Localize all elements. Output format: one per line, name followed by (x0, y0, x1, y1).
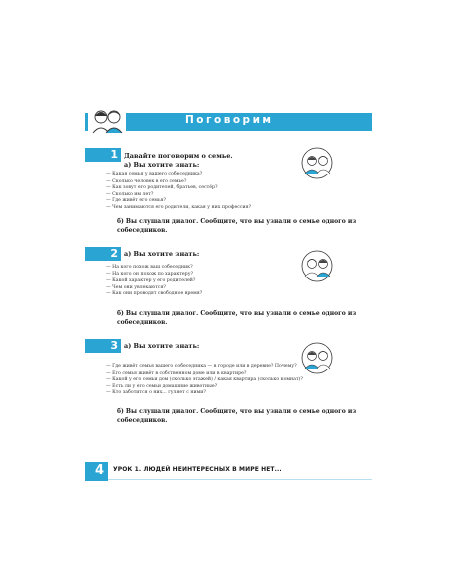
footer-divider (108, 479, 372, 480)
list-item: — Сколько им лет? (106, 191, 154, 197)
dialog-avatars-icon (300, 342, 334, 374)
exercise-2-part-b: б) Вы слушали диалог. Сообщите, что вы узнали о семье одного из собеседников. (117, 310, 357, 326)
section-banner (85, 113, 372, 131)
list-item: — Сколько человек в его семье? (106, 178, 187, 184)
exercise-3-part-b: б) Вы слушали диалог. Сообщите, что вы узнали о семье одного из собеседников. (117, 408, 357, 424)
list-item: — Как зовут его родителей, братьев, сестёр? (106, 185, 218, 191)
exercise-1-heading (124, 152, 299, 170)
lesson-title: УРОК 1. ЛЮДЕЙ НЕИНТЕРЕСНЫХ В МИРЕ НЕТ... (113, 466, 282, 473)
list-item: — На кого похож ваш собеседник? (106, 265, 193, 270)
list-item: — Чем занимаются его родители, какая у них профессия? (106, 204, 252, 210)
section-title: Поговорим (185, 114, 274, 126)
list-item: — На кого он похож по характеру? (106, 271, 193, 277)
list-item: — Как они проводят свободное время? (106, 291, 203, 297)
list-item: — Его семья живёт в собственном доме или в квартире? (106, 370, 247, 376)
exercise-number-2: 2 (85, 247, 121, 261)
list-item: — Где живёт его семья? (106, 198, 166, 204)
list-item: — Какая семья у вашего собеседника? (106, 172, 203, 177)
exercise-1-part-b: б) Вы слушали диалог. Сообщите, что вы узнали о семье одного из собеседников. (117, 218, 357, 234)
exercise-1-part-a: а) Вы хотите знать: (124, 161, 200, 169)
list-item: — Кто заботится о них... гуляет с ними? (106, 390, 206, 396)
dialog-avatars-icon (300, 147, 334, 179)
page-number-tab (85, 462, 108, 481)
dialog-avatars-icon (300, 250, 334, 282)
list-item: — Чем они увлекаются? (106, 284, 166, 290)
exercise-3-heading (124, 342, 299, 351)
exercise-number-1: 1 (85, 148, 121, 162)
list-item: — Какой характер у его родителей? (106, 278, 196, 284)
exercise-number-3: 3 (85, 339, 121, 353)
exercise-2-heading (124, 250, 299, 259)
list-item: — Есть ли у его семьи домашние животные? (106, 383, 218, 389)
exercise-1-title: Давайте поговорим о семье. (124, 152, 233, 160)
page-number: 4 (94, 463, 104, 478)
list-item: — Какой у его семьи дом (сколько этажей) / какая квартира (сколько комнат)? (106, 377, 303, 383)
exercise-2-part-a: а) Вы хотите знать: (124, 250, 200, 258)
list-item: — Где живёт семья вашего собеседника — в городе или в деревне? Почему? (106, 364, 297, 369)
people-talking-icon (88, 105, 126, 135)
exercise-3-part-a: а) Вы хотите знать: (124, 342, 200, 350)
